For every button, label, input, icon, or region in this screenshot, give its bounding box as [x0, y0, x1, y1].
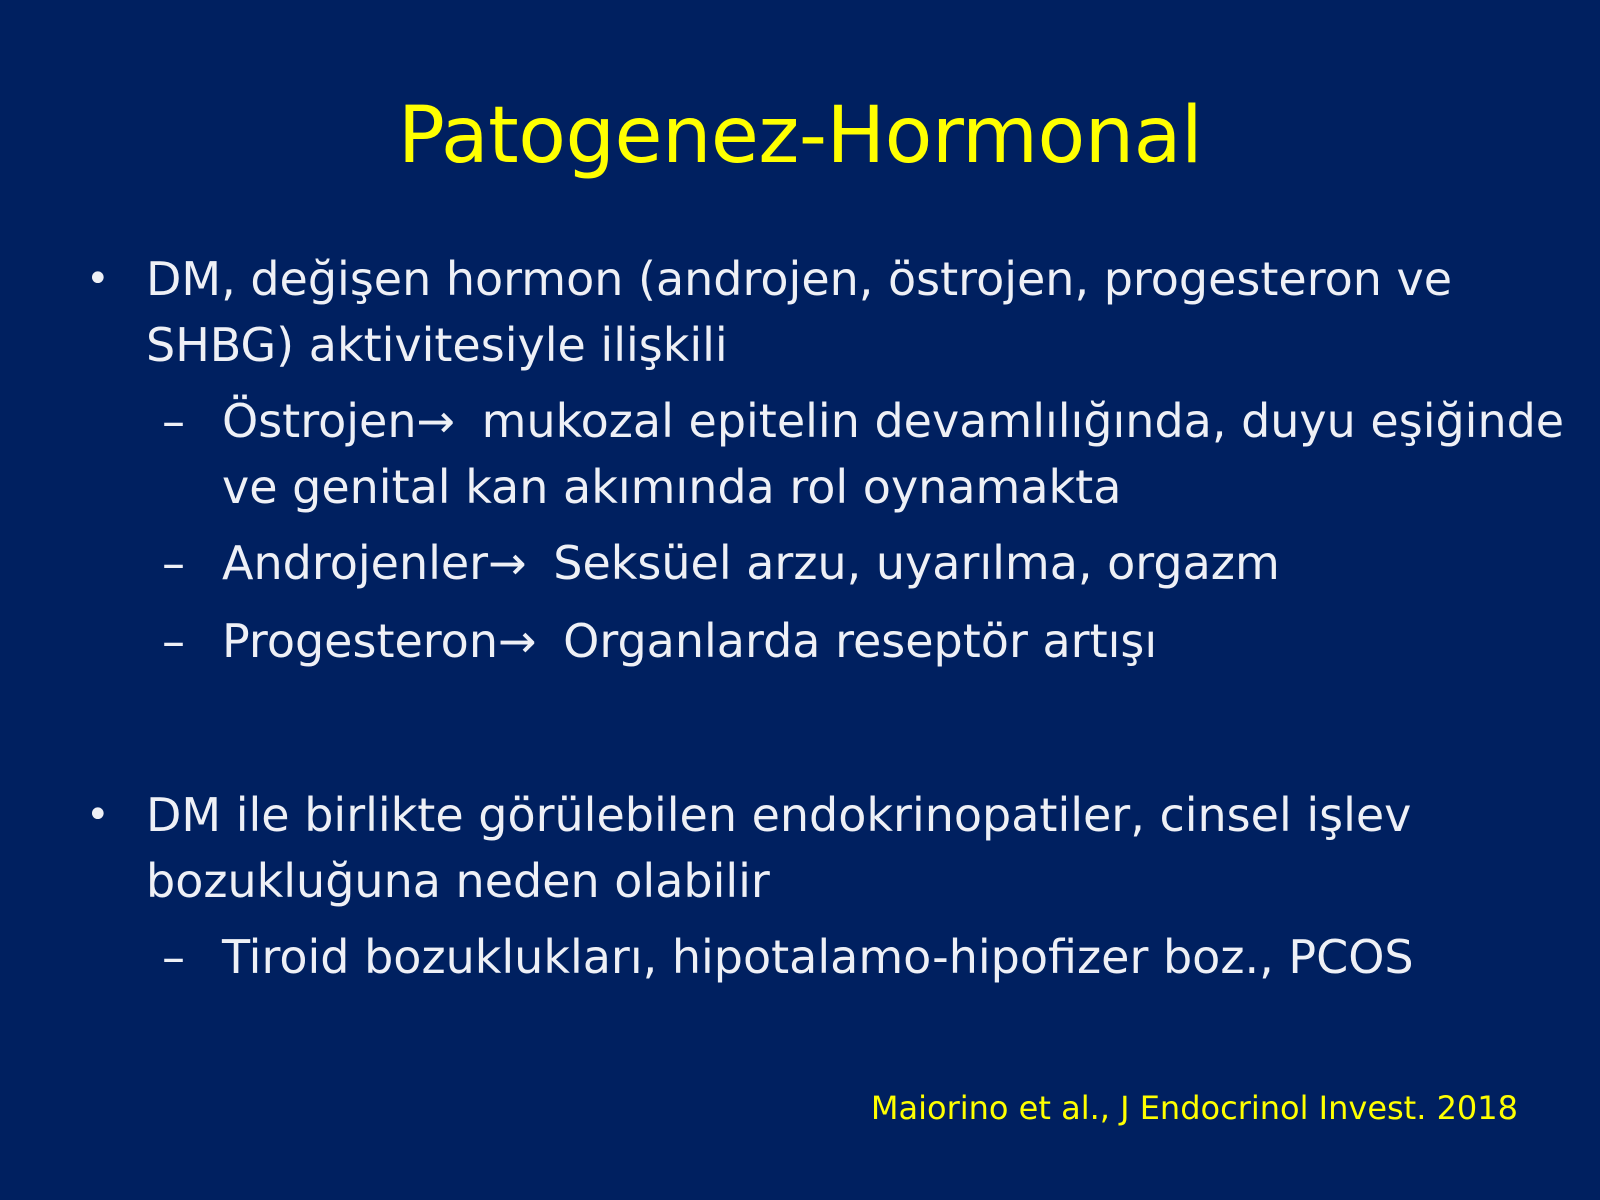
bullet-glyph: • [86, 792, 110, 838]
sub-bullet-item [162, 388, 1582, 520]
sub-bullet-term: Androjenler [222, 536, 489, 590]
sub-bullet-text: Organlarda reseptör artışı [563, 614, 1158, 668]
slide-title: Patogenez-Hormonal [397, 91, 1203, 181]
bullet-text: DM, değişen hormon (androjen, östrojen, progesteron ve SHBG) aktivitesiyle ilişkili [146, 252, 1453, 372]
arrow-icon: → [497, 614, 537, 668]
sub-bullet-text: mukozal epitelin devamlılığında, duyu eşiğinde ve genital kan akımında rol oynamakta [222, 394, 1565, 514]
dash-glyph: – [162, 536, 185, 590]
bullet-item [86, 782, 1566, 914]
citation: Maiorino et al., J Endocrinol Invest. 2018 [870, 1089, 1518, 1127]
sub-bullet-term: Östrojen [222, 394, 417, 448]
dash-glyph: – [162, 614, 185, 668]
dash-glyph: – [162, 394, 185, 448]
sub-bullet-item [162, 530, 1582, 596]
sub-bullet-text: Seksüel arzu, uyarılma, orgazm [553, 536, 1280, 590]
bullet-item [86, 246, 1566, 378]
sub-bullet-item [162, 924, 1582, 990]
sub-bullet-item [162, 608, 1582, 674]
sub-bullet-term: Progesteron [222, 614, 498, 668]
dash-glyph: – [162, 930, 185, 984]
arrow-icon: → [416, 394, 456, 448]
arrow-icon: → [488, 536, 527, 590]
sub-bullet-text: Tiroid bozuklukları, hipotalamo-hipofizer boz., PCOS [222, 930, 1414, 984]
bullet-text: DM ile birlikte görülebilen endokrinopatiler, cinsel işlev bozukluğuna neden olabilir [146, 788, 1412, 908]
bullet-glyph: • [86, 256, 110, 302]
